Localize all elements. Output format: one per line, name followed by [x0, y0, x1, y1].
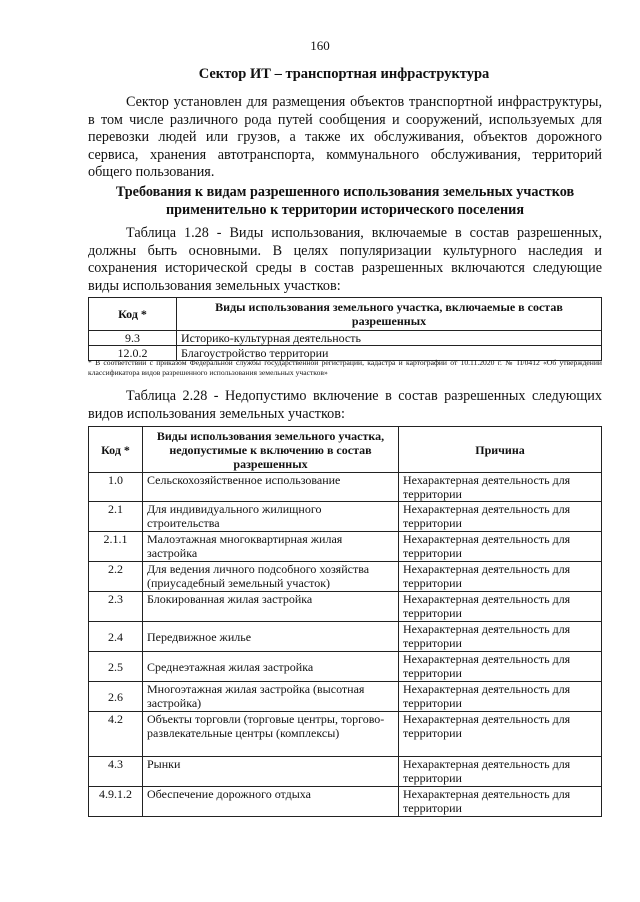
- table-row: [89, 757, 602, 787]
- reason-cell: Нехарактерная деятельность для территории: [399, 562, 602, 592]
- allowed-uses-table: [88, 297, 602, 361]
- code-cell: 2.1: [89, 502, 143, 532]
- reason-cell: Нехарактерная деятельность для территории: [399, 622, 602, 652]
- table-row: [89, 712, 602, 757]
- reason-cell: Нехарактерная деятельность для территории: [399, 592, 602, 622]
- table-row: [89, 473, 602, 502]
- page-number: 160: [310, 38, 330, 53]
- requirements-heading: Требования к видам разрешенного использования земельных участков применительно к территории исторического поселения: [115, 184, 575, 218]
- code-cell: 4.9.1.2: [89, 787, 143, 817]
- table-row: [89, 532, 602, 562]
- code-cell: 2.6: [89, 682, 143, 712]
- use-cell: Малоэтажная многоквартирная жилая застройка: [143, 532, 399, 562]
- reason-cell: Нехарактерная деятельность для территории: [399, 532, 602, 562]
- table-row: [89, 592, 602, 622]
- code-cell: 1.0: [89, 473, 143, 502]
- use-cell: Передвижное жилье: [143, 622, 399, 652]
- table-row: [89, 622, 602, 652]
- intro-paragraph: Сектор установлен для размещения объектов транспортной инфраструктуры, в том числе различного рода путей сообщения и сооружений, используемых для перевозки людей или грузов, а также их обслуживания, объектов дорожного сервиса, хранения автотранспорта, коммунального обслуживания, территорий общего пользования.: [88, 94, 602, 180]
- code-cell: 2.3: [89, 592, 143, 622]
- reason-cell: Нехарактерная деятельность для территории: [399, 473, 602, 502]
- table2-header-code: Код *: [89, 427, 143, 473]
- code-cell: 2.1.1: [89, 532, 143, 562]
- code-cell: 2.4: [89, 622, 143, 652]
- table2-header-reason: Причина: [399, 427, 602, 473]
- prohibited-uses-table: [88, 426, 602, 817]
- table-row: [89, 682, 602, 712]
- use-cell: Для ведения личного подсобного хозяйства (приусадебный земельный участок): [143, 562, 399, 592]
- use-cell: Обеспечение дорожного отдыха: [143, 787, 399, 817]
- code-cell: 12.0.2: [89, 346, 177, 361]
- reason-cell: Нехарактерная деятельность для территории: [399, 712, 602, 757]
- table-row: [89, 331, 602, 346]
- reason-cell: Нехарактерная деятельность для территории: [399, 682, 602, 712]
- table2-caption: Таблица 2.28 - Недопустимо включение в состав разрешенных следующих видов использования земельных участков:: [88, 388, 602, 422]
- use-cell: Сельскохозяйственное использование: [143, 473, 399, 502]
- table1-caption: Таблица 1.28 - Виды использования, включаемые в состав разрешенных, должны быть основными. В целях популяризации культурного наследия и сохранения исторической среды в состав разрешенных включаются следующие виды использования земельных участков:: [88, 225, 602, 294]
- code-cell: 2.5: [89, 652, 143, 682]
- table-row: [89, 652, 602, 682]
- use-cell: Многоэтажная жилая застройка (высотная застройка): [143, 682, 399, 712]
- code-cell: 9.3: [89, 331, 177, 346]
- table-row: [89, 787, 602, 817]
- use-cell: Для индивидуального жилищного строительства: [143, 502, 399, 532]
- code-cell: 2.2: [89, 562, 143, 592]
- reason-cell: Нехарактерная деятельность для территории: [399, 502, 602, 532]
- use-cell: Благоустройство территории: [177, 346, 602, 361]
- section-title: Сектор ИТ – транспортная инфраструктура: [198, 66, 490, 82]
- table1-header-code: Код *: [89, 298, 177, 331]
- use-cell: Среднеэтажная жилая застройка: [143, 652, 399, 682]
- table-row: [89, 562, 602, 592]
- table1-header-use: Виды использования земельного участка, включаемые в состав разрешенных: [177, 298, 602, 331]
- table-row: [89, 502, 602, 532]
- use-cell: Рынки: [143, 757, 399, 787]
- code-cell: 4.2: [89, 712, 143, 757]
- code-cell: 4.3: [89, 757, 143, 787]
- use-cell: Объекты торговли (торговые центры, торгово-развлекательные центры (комплексы): [143, 712, 399, 757]
- reason-cell: Нехарактерная деятельность для территории: [399, 652, 602, 682]
- use-cell: Историко-культурная деятельность: [177, 331, 602, 346]
- table2-header-use: Виды использования земельного участка, недопустимые к включению в состав разрешенных: [143, 427, 399, 473]
- reason-cell: Нехарактерная деятельность для территории: [399, 757, 602, 787]
- reason-cell: Нехарактерная деятельность для территории: [399, 787, 602, 817]
- use-cell: Блокированная жилая застройка: [143, 592, 399, 622]
- footnote: * В соответствии с приказом Федеральной службы государственной регистрации, кадастра и картографии от 10.11.2020 г. № П/0412 «Об утверждении классификатора видов разрешенного использования земельных участков»: [88, 358, 602, 377]
